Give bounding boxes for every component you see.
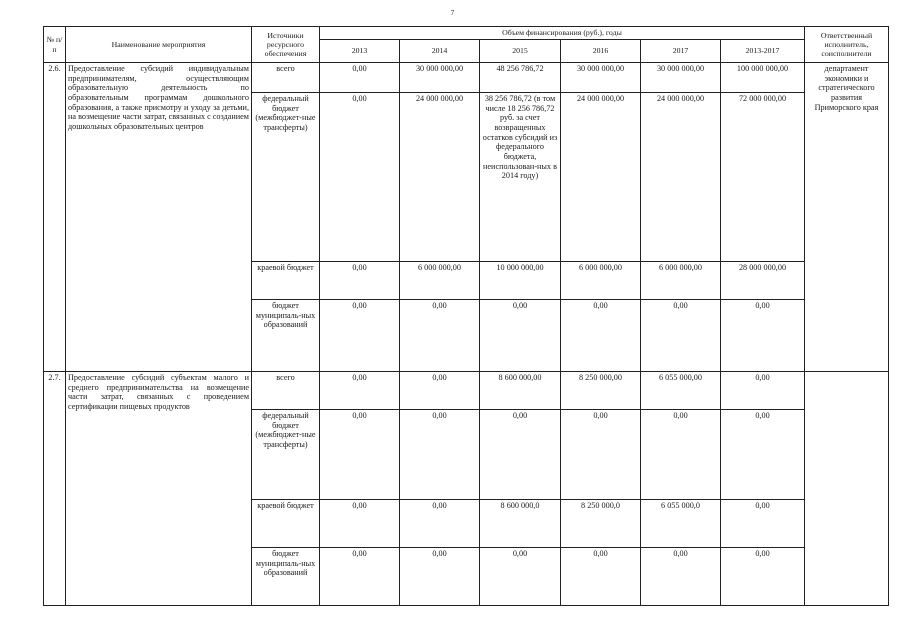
value-cell: 0,00 — [400, 372, 480, 410]
header-responsible: Ответственный исполнитель, соисполнители — [805, 27, 889, 63]
value-cell: 0,00 — [561, 300, 641, 372]
source-label: всего — [252, 63, 320, 93]
value-cell: 38 256 786,72 (в том числе 18 256 786,72 руб. за счет возвращенных остатков субсидий из федерального бюджета, неиспользован-ных в 2014 году) — [480, 93, 561, 262]
value-cell: 0,00 — [320, 372, 400, 410]
value-cell: 0,00 — [320, 500, 400, 548]
value-cell: 0,00 — [480, 548, 561, 606]
header-financing: Объем финансирования (руб.), годы — [320, 27, 805, 40]
value-cell: 0,00 — [320, 548, 400, 606]
source-label: краевой бюджет — [252, 262, 320, 300]
value-cell: 6 055 000,00 — [641, 372, 721, 410]
value-cell: 0,00 — [721, 500, 805, 548]
value-cell: 0,00 — [320, 93, 400, 262]
value-cell: 24 000 000,00 — [561, 93, 641, 262]
value-cell: 0,00 — [320, 300, 400, 372]
header-name: Наименование мероприятия — [66, 27, 252, 63]
header-sources: Источники ресурсного обеспечения — [252, 27, 320, 63]
value-cell: 0,00 — [641, 410, 721, 500]
value-cell: 6 055 000,0 — [641, 500, 721, 548]
page-number: 7 — [450, 9, 455, 17]
value-cell: 0,00 — [320, 63, 400, 93]
table-row — [44, 63, 889, 93]
value-cell: 6 000 000,00 — [400, 262, 480, 300]
value-cell: 30 000 000,00 — [400, 63, 480, 93]
section-number: 2.7. — [44, 372, 66, 606]
responsible-executor: департамент экономики и стратегического развития Приморского края — [805, 63, 889, 372]
value-cell: 28 000 000,00 — [721, 262, 805, 300]
value-cell: 0,00 — [320, 262, 400, 300]
header-year: 2016 — [561, 40, 641, 63]
header-num: № п/п — [44, 27, 66, 63]
measure-name: Предоставление субсидий субъектам малого и среднего предпринимательства на возмещение части затрат, связанных с проведением сертификации пищевых продуктов — [66, 372, 252, 606]
source-label: федеральный бюджет (межбюджет-ные трансферты) — [252, 410, 320, 500]
value-cell: 24 000 000,00 — [400, 93, 480, 262]
value-cell: 8 250 000,0 — [561, 500, 641, 548]
value-cell: 0,00 — [721, 372, 805, 410]
header-year: 2013-2017 — [721, 40, 805, 63]
measure-name: Предоставление субсидий индивидуальным предпринимателям, осуществляющим образовательную деятельность по образовательным программам дошкольного образования, а также присмотру и уходу за детьми, на возмещение части затрат, связанных с созданием дошкольных образовательных центров — [66, 63, 252, 372]
value-cell: 0,00 — [721, 410, 805, 500]
value-cell: 8 600 000,0 — [480, 500, 561, 548]
value-cell: 30 000 000,00 — [641, 63, 721, 93]
value-cell: 6 000 000,00 — [561, 262, 641, 300]
value-cell: 48 256 786,72 — [480, 63, 561, 93]
value-cell: 100 000 000,00 — [721, 63, 805, 93]
value-cell: 24 000 000,00 — [641, 93, 721, 262]
source-label: всего — [252, 372, 320, 410]
value-cell: 0,00 — [480, 300, 561, 372]
value-cell: 0,00 — [400, 500, 480, 548]
value-cell: 72 000 000,00 — [721, 93, 805, 262]
value-cell: 0,00 — [721, 300, 805, 372]
value-cell: 0,00 — [320, 410, 400, 500]
value-cell: 0,00 — [641, 300, 721, 372]
header-year: 2014 — [400, 40, 480, 63]
value-cell: 0,00 — [561, 548, 641, 606]
value-cell: 0,00 — [400, 410, 480, 500]
value-cell: 0,00 — [721, 548, 805, 606]
value-cell: 10 000 000,00 — [480, 262, 561, 300]
value-cell: 8 250 000,00 — [561, 372, 641, 410]
source-label: краевой бюджет — [252, 500, 320, 548]
value-cell: 0,00 — [480, 410, 561, 500]
header-year: 2013 — [320, 40, 400, 63]
table-row — [44, 372, 889, 410]
header-year: 2015 — [480, 40, 561, 63]
value-cell: 0,00 — [400, 548, 480, 606]
value-cell: 8 600 000,00 — [480, 372, 561, 410]
value-cell: 0,00 — [641, 548, 721, 606]
source-label: федеральный бюджет (межбюджет-ные трансферты) — [252, 93, 320, 262]
responsible-executor — [805, 372, 889, 606]
source-label: бюджет муниципаль-ных образований — [252, 300, 320, 372]
section-number: 2.6. — [44, 63, 66, 372]
source-label: бюджет муниципаль-ных образований — [252, 548, 320, 606]
value-cell: 0,00 — [561, 410, 641, 500]
financing-table — [43, 26, 889, 606]
value-cell: 6 000 000,00 — [641, 262, 721, 300]
header-year: 2017 — [641, 40, 721, 63]
value-cell: 30 000 000,00 — [561, 63, 641, 93]
value-cell: 0,00 — [400, 300, 480, 372]
